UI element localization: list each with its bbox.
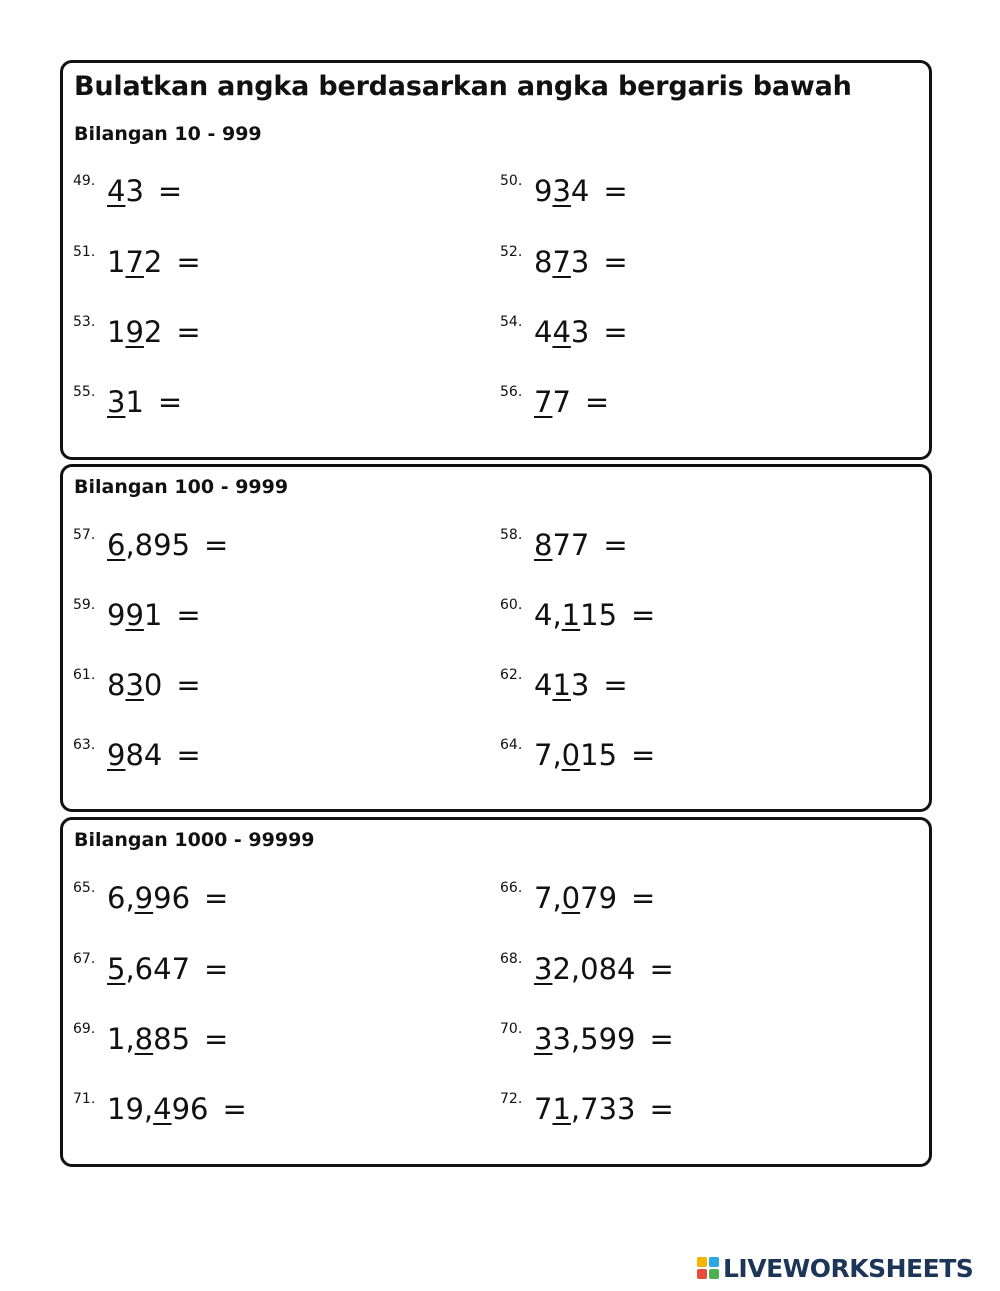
underlined-digit: 1 bbox=[561, 598, 581, 632]
exercise-expression bbox=[107, 667, 201, 703]
number-prefix: 7 bbox=[534, 1092, 553, 1126]
number-prefix: 8 bbox=[534, 245, 553, 279]
number-prefix: 9 bbox=[107, 598, 126, 632]
number-suffix: 4 bbox=[570, 174, 590, 208]
exercise-number: 56. bbox=[500, 384, 523, 400]
exercise-number: 50. bbox=[500, 173, 523, 189]
liveworksheets-logo-icon bbox=[697, 1257, 719, 1279]
number-suffix: 7 bbox=[552, 385, 571, 419]
number-prefix: 7, bbox=[534, 738, 562, 772]
number-prefix: 6, bbox=[107, 881, 135, 915]
exercise-expression bbox=[534, 737, 655, 773]
equals-sign: = bbox=[157, 385, 183, 419]
equals-sign: = bbox=[176, 598, 201, 632]
number-suffix: 79 bbox=[580, 881, 618, 915]
number-prefix: 1 bbox=[107, 315, 126, 349]
underlined-digit: 4 bbox=[107, 174, 126, 208]
exercise-number: 54. bbox=[500, 314, 523, 330]
number-suffix: 1 bbox=[125, 385, 144, 419]
exercise-expression bbox=[534, 314, 628, 350]
equals-sign: = bbox=[603, 315, 628, 349]
number-suffix: ,895 bbox=[125, 528, 191, 562]
page-title: Bulatkan angka berdasarkan angka bergaris bawah bbox=[74, 71, 852, 102]
number-suffix: 15 bbox=[580, 738, 618, 772]
equals-sign: = bbox=[176, 738, 201, 772]
exercise-number: 57. bbox=[73, 527, 96, 543]
equals-sign: = bbox=[603, 245, 628, 279]
exercise-number: 67. bbox=[73, 951, 96, 967]
exercise-expression bbox=[534, 527, 628, 563]
number-suffix: 15 bbox=[580, 598, 618, 632]
number-suffix: 1 bbox=[143, 598, 163, 632]
exercise-number: 62. bbox=[500, 667, 523, 683]
exercise-expression bbox=[534, 1021, 674, 1057]
exercise-expression bbox=[107, 173, 182, 209]
number-suffix: 0 bbox=[143, 668, 163, 702]
equals-sign: = bbox=[176, 245, 201, 279]
equals-sign: = bbox=[204, 952, 229, 986]
equals-sign: = bbox=[204, 881, 229, 915]
number-prefix: 1, bbox=[107, 1022, 135, 1056]
exercise-expression bbox=[107, 527, 228, 563]
equals-sign: = bbox=[204, 1022, 229, 1056]
number-suffix: 3,599 bbox=[552, 1022, 636, 1056]
underlined-digit: 9 bbox=[107, 738, 126, 772]
underlined-digit: 7 bbox=[125, 245, 144, 279]
number-suffix: 96 bbox=[153, 881, 191, 915]
underlined-digit: 9 bbox=[125, 598, 144, 632]
number-prefix: 7, bbox=[534, 881, 562, 915]
exercise-number: 58. bbox=[500, 527, 523, 543]
underlined-digit: 3 bbox=[552, 174, 571, 208]
equals-sign: = bbox=[603, 668, 628, 702]
exercise-number: 68. bbox=[500, 951, 523, 967]
equals-sign: = bbox=[631, 881, 656, 915]
exercise-expression bbox=[534, 244, 628, 280]
number-prefix: 19, bbox=[107, 1092, 154, 1126]
equals-sign: = bbox=[176, 668, 201, 702]
exercise-expression bbox=[534, 667, 628, 703]
equals-sign: = bbox=[176, 315, 201, 349]
exercise-expression bbox=[534, 384, 609, 420]
exercise-number: 52. bbox=[500, 244, 523, 260]
number-suffix: 3 bbox=[570, 315, 590, 349]
exercise-expression bbox=[107, 737, 201, 773]
exercise-expression bbox=[107, 951, 228, 987]
number-suffix: ,733 bbox=[570, 1092, 636, 1126]
exercise-expression bbox=[107, 1021, 228, 1057]
exercise-expression bbox=[107, 1091, 247, 1127]
exercise-number: 61. bbox=[73, 667, 96, 683]
exercise-expression bbox=[107, 384, 182, 420]
number-prefix: 8 bbox=[107, 668, 126, 702]
underlined-digit: 0 bbox=[561, 738, 581, 772]
underlined-digit: 8 bbox=[134, 1022, 154, 1056]
underlined-digit: 7 bbox=[534, 385, 553, 419]
equals-sign: = bbox=[631, 598, 656, 632]
number-suffix: 96 bbox=[171, 1092, 209, 1126]
underlined-digit: 6 bbox=[107, 528, 126, 562]
number-suffix: 3 bbox=[570, 245, 590, 279]
number-prefix: 4 bbox=[534, 315, 553, 349]
number-suffix: 2,084 bbox=[552, 952, 636, 986]
underlined-digit: 8 bbox=[534, 528, 553, 562]
exercise-number: 65. bbox=[73, 880, 96, 896]
exercise-number: 72. bbox=[500, 1091, 523, 1107]
exercise-number: 59. bbox=[73, 597, 96, 613]
number-suffix: 3 bbox=[125, 174, 144, 208]
number-suffix: 3 bbox=[570, 668, 590, 702]
equals-sign: = bbox=[649, 1022, 674, 1056]
number-suffix: 85 bbox=[153, 1022, 191, 1056]
exercise-expression bbox=[107, 597, 201, 633]
equals-sign: = bbox=[631, 738, 656, 772]
brand-footer[interactable] bbox=[697, 1253, 973, 1283]
underlined-digit: 3 bbox=[534, 1022, 553, 1056]
section-3-subtitle: Bilangan 1000 - 99999 bbox=[74, 829, 315, 851]
exercise-number: 64. bbox=[500, 737, 523, 753]
underlined-digit: 1 bbox=[552, 668, 571, 702]
equals-sign: = bbox=[204, 528, 229, 562]
underlined-digit: 3 bbox=[107, 385, 126, 419]
exercise-number: 53. bbox=[73, 314, 96, 330]
equals-sign: = bbox=[649, 952, 674, 986]
exercise-expression bbox=[107, 244, 201, 280]
exercise-number: 69. bbox=[73, 1021, 96, 1037]
exercise-expression bbox=[534, 173, 628, 209]
underlined-digit: 7 bbox=[552, 245, 571, 279]
number-prefix: 4 bbox=[534, 668, 553, 702]
number-prefix: 4, bbox=[534, 598, 562, 632]
underlined-digit: 9 bbox=[134, 881, 154, 915]
exercise-expression bbox=[107, 314, 201, 350]
number-suffix: 2 bbox=[143, 245, 163, 279]
equals-sign: = bbox=[157, 174, 183, 208]
exercise-expression bbox=[534, 880, 655, 916]
exercise-number: 70. bbox=[500, 1021, 523, 1037]
equals-sign: = bbox=[649, 1092, 674, 1126]
exercise-expression bbox=[107, 880, 228, 916]
underlined-digit: 4 bbox=[552, 315, 571, 349]
underlined-digit: 9 bbox=[125, 315, 144, 349]
section-2-subtitle: Bilangan 100 - 9999 bbox=[74, 476, 289, 498]
underlined-digit: 0 bbox=[561, 881, 581, 915]
number-suffix: 84 bbox=[125, 738, 163, 772]
exercise-number: 51. bbox=[73, 244, 96, 260]
exercise-number: 49. bbox=[73, 173, 96, 189]
brand-name: LIVEWORKSHEETS bbox=[723, 1253, 974, 1283]
exercise-expression bbox=[534, 1091, 674, 1127]
number-suffix: 2 bbox=[143, 315, 163, 349]
exercise-number: 63. bbox=[73, 737, 96, 753]
number-suffix: ,647 bbox=[125, 952, 191, 986]
exercise-number: 66. bbox=[500, 880, 523, 896]
equals-sign: = bbox=[603, 528, 628, 562]
underlined-digit: 3 bbox=[125, 668, 144, 702]
equals-sign: = bbox=[584, 385, 610, 419]
number-prefix: 1 bbox=[107, 245, 126, 279]
section-1-subtitle: Bilangan 10 - 999 bbox=[74, 123, 262, 145]
underlined-digit: 3 bbox=[534, 952, 553, 986]
exercise-number: 60. bbox=[500, 597, 523, 613]
underlined-digit: 1 bbox=[552, 1092, 571, 1126]
underlined-digit: 4 bbox=[153, 1092, 172, 1126]
exercise-expression bbox=[534, 597, 655, 633]
exercise-number: 71. bbox=[73, 1091, 96, 1107]
equals-sign: = bbox=[603, 174, 628, 208]
number-prefix: 9 bbox=[534, 174, 553, 208]
exercise-number: 55. bbox=[73, 384, 96, 400]
exercise-expression bbox=[534, 951, 674, 987]
number-suffix: 77 bbox=[552, 528, 590, 562]
underlined-digit: 5 bbox=[107, 952, 126, 986]
equals-sign: = bbox=[222, 1092, 247, 1126]
